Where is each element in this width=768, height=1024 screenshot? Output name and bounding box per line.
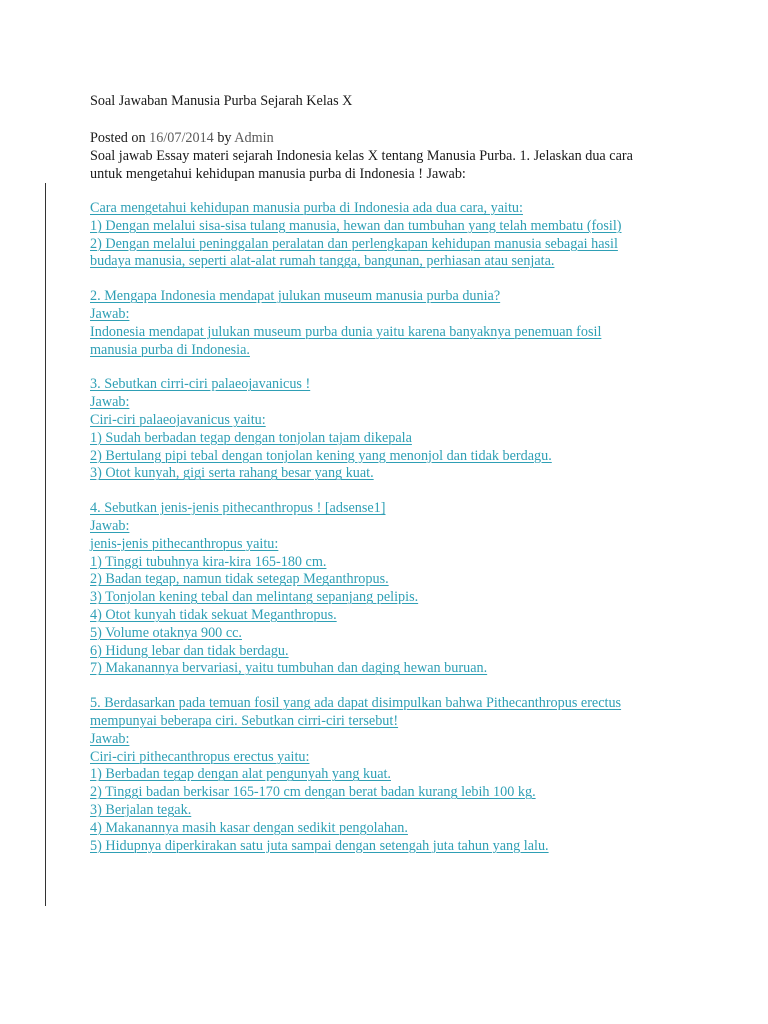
posted-date: 16/07/2014 [149, 130, 214, 146]
answer-line[interactable]: 2) Bertulang pipi tebal dengan tonjolan kening yang menonjol dan tidak berdagu. [90, 447, 552, 464]
answer-line[interactable]: 5) Volume otaknya 900 cc. [90, 624, 242, 641]
question-line[interactable]: 2. Mengapa Indonesia mendapat julukan museum manusia purba dunia? [90, 288, 501, 305]
post-meta [90, 129, 710, 147]
jawab-label[interactable]: Jawab: [90, 517, 130, 534]
answer-line[interactable]: Indonesia mendapat julukan museum purba dunia yaitu karena banyaknya penemuan fosil [90, 323, 602, 340]
question-block-3 [90, 376, 710, 483]
intro-paragraph [90, 147, 710, 183]
answer-line[interactable]: 1) Tinggi tubuhnya kira-kira 165-180 cm. [90, 553, 327, 570]
answer-line[interactable]: 1) Sudah berbadan tegap dengan tonjolan tajam dikepala [90, 429, 412, 446]
answer-line[interactable]: 2) Dengan melalui peninggalan peralatan dan perlengkapan kehidupan manusia sebagai hasil [90, 235, 618, 252]
answer-line[interactable]: jenis-jenis pithecanthropus yaitu: [90, 535, 279, 552]
question-line[interactable]: 5. Berdasarkan pada temuan fosil yang ada dapat disimpulkan bahwa Pithecanthropus erectus [90, 695, 622, 712]
question-block-2 [90, 288, 710, 359]
answer-line[interactable]: 1) Berbadan tegap dengan alat pengunyah yang kuat. [90, 766, 391, 783]
answer-line[interactable]: 1) Dengan melalui sisa-sisa tulang manusia, hewan dan tumbuhan yang telah membatu (fosil) [90, 217, 622, 234]
author-name: Admin [234, 130, 274, 146]
intro-line: Soal jawab Essay materi sejarah Indonesia kelas X tentang Manusia Purba. 1. Jelaskan dua cara [90, 148, 633, 164]
answer-line[interactable]: 7) Makanannya bervariasi, yaitu tumbuhan dan daging hewan buruan. [90, 660, 488, 677]
answer-block-1 [90, 200, 710, 271]
answer-line[interactable]: 5) Hidupnya diperkirakan satu juta sampai dengan setengah juta tahun yang lalu. [90, 837, 549, 854]
page-title: Soal Jawaban Manusia Purba Sejarah Kelas X [90, 93, 353, 109]
answer-line[interactable]: 6) Hidung lebar dan tidak berdagu. [90, 642, 289, 659]
answer-line[interactable]: 3) Otot kunyah, gigi serta rahang besar yang kuat. [90, 465, 374, 482]
question-block-5 [90, 695, 710, 855]
page-margin-line [45, 183, 46, 906]
jawab-label[interactable]: Jawab: [90, 305, 130, 322]
answer-line[interactable]: manusia purba di Indonesia. [90, 341, 250, 358]
answer-line[interactable]: Cara mengetahui kehidupan manusia purba di Indonesia ada dua cara, yaitu: [90, 200, 523, 216]
by-label: by [217, 130, 232, 146]
intro-line: untuk mengetahui kehidupan manusia purba di Indonesia ! Jawab: [90, 166, 466, 182]
answer-line[interactable]: 4) Makanannya masih kasar dengan sedikit pengolahan. [90, 819, 408, 836]
answer-line[interactable]: 2) Badan tegap, namun tidak setegap Meganthropus. [90, 571, 389, 588]
answer-line[interactable]: 3) Berjalan tegak. [90, 801, 192, 818]
answer-line[interactable]: Ciri-ciri pithecanthropus erectus yaitu: [90, 748, 310, 765]
question-block-4 [90, 500, 710, 678]
answer-line[interactable]: 4) Otot kunyah tidak sekuat Meganthropus. [90, 606, 337, 623]
jawab-label[interactable]: Jawab: [90, 730, 130, 747]
question-line[interactable]: mempunyai beberapa ciri. Sebutkan cirri-ciri tersebut! [90, 712, 399, 729]
answer-line[interactable]: Ciri-ciri palaeojavanicus yaitu: [90, 411, 266, 428]
answer-line[interactable]: budaya manusia, seperti alat-alat rumah tangga, bangunan, perhiasan atau senjata. [90, 253, 555, 270]
answer-line[interactable]: 2) Tinggi badan berkisar 165-170 cm dengan berat badan kurang lebih 100 kg. [90, 784, 536, 801]
answer-line[interactable]: 3) Tonjolan kening tebal dan melintang sepanjang pelipis. [90, 589, 419, 606]
question-line[interactable]: 3. Sebutkan cirri-ciri palaeojavanicus ! [90, 376, 311, 393]
document-page [90, 92, 710, 855]
jawab-label[interactable]: Jawab: [90, 394, 130, 411]
posted-label: Posted on [90, 130, 146, 146]
question-line[interactable]: 4. Sebutkan jenis-jenis pithecanthropus ! [adsense1] [90, 500, 386, 517]
